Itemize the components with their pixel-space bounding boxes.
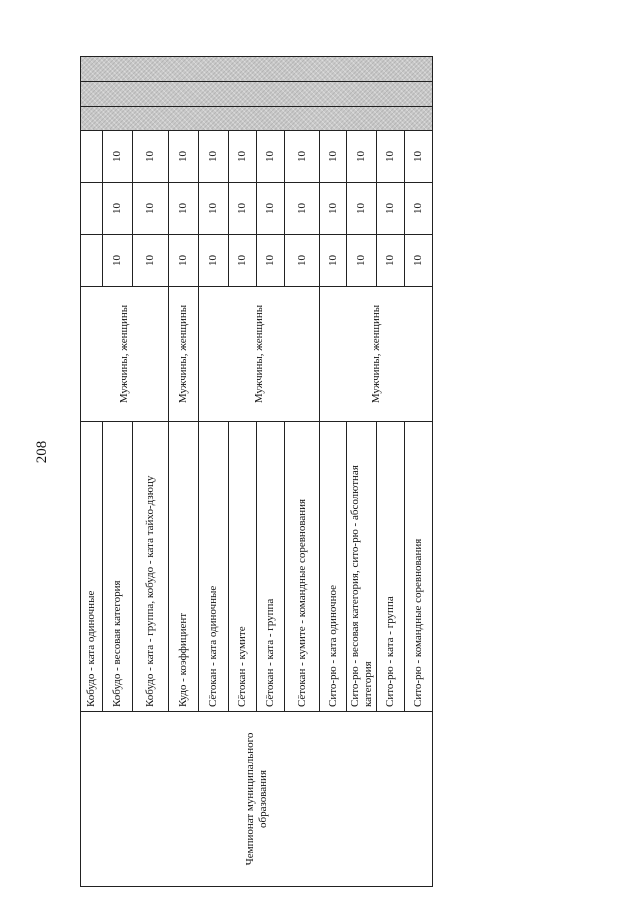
value-cell: 10 <box>377 131 405 183</box>
shaded-cell <box>81 107 433 131</box>
competition-level-cell: Чемпионат муниципального образования <box>81 712 433 887</box>
value-cell: 10 <box>285 131 320 183</box>
value-cell: 10 <box>103 131 133 183</box>
value-cell: 10 <box>347 131 377 183</box>
discipline-cell: Сётокан - кумите - командные соревнования <box>285 422 320 712</box>
competition-table-rotated <box>80 57 432 887</box>
discipline-cell: Кобудо - ката - группа, кобудо - ката тайхо-дзюцу <box>133 422 169 712</box>
value-cell: 10 <box>285 235 320 287</box>
discipline-cell: Сётокан - ката - группа <box>257 422 285 712</box>
value-cell: 10 <box>169 131 199 183</box>
value-cell: 10 <box>347 235 377 287</box>
discipline-cell: Сито-рю - ката - группа <box>377 422 405 712</box>
value-cell: 10 <box>199 235 229 287</box>
shaded-cell <box>81 57 433 82</box>
gender-cell: Мужчины, женщины <box>199 287 320 422</box>
value-cell: 10 <box>229 131 257 183</box>
value-cell: 10 <box>103 183 133 235</box>
value-cell <box>81 183 103 235</box>
value-cell: 10 <box>199 131 229 183</box>
table-row <box>81 57 103 887</box>
value-cell: 10 <box>229 183 257 235</box>
value-cell <box>81 235 103 287</box>
value-cell: 10 <box>320 131 347 183</box>
gender-cell: Мужчины, женщины <box>320 287 433 422</box>
shaded-cell <box>81 82 433 107</box>
value-cell <box>81 131 103 183</box>
value-cell: 10 <box>103 235 133 287</box>
value-cell: 10 <box>405 131 433 183</box>
value-cell: 10 <box>377 235 405 287</box>
value-cell: 10 <box>257 235 285 287</box>
discipline-cell: Сито-рю - ката одиночное <box>320 422 347 712</box>
value-cell: 10 <box>405 235 433 287</box>
value-cell: 10 <box>133 131 169 183</box>
value-cell: 10 <box>320 183 347 235</box>
discipline-cell: Сито-рю - командные соревнования <box>405 422 433 712</box>
value-cell: 10 <box>257 183 285 235</box>
value-cell: 10 <box>405 183 433 235</box>
discipline-cell: Сётокан - кумите <box>229 422 257 712</box>
value-cell: 10 <box>285 183 320 235</box>
value-cell: 10 <box>169 235 199 287</box>
value-cell: 10 <box>199 183 229 235</box>
discipline-cell: Кобудо - ката одиночные <box>81 422 103 712</box>
value-cell: 10 <box>377 183 405 235</box>
page-number: 208 <box>34 440 50 464</box>
value-cell: 10 <box>229 235 257 287</box>
discipline-cell: Сётокан - ката одиночные <box>199 422 229 712</box>
value-cell: 10 <box>257 131 285 183</box>
value-cell: 10 <box>133 235 169 287</box>
discipline-cell: Кобудо - весовая категория <box>103 422 133 712</box>
discipline-cell: Сито-рю - весовая категория, сито-рю - абсолютная категория <box>347 422 377 712</box>
value-cell: 10 <box>347 183 377 235</box>
competition-table <box>80 56 433 887</box>
value-cell: 10 <box>320 235 347 287</box>
gender-cell: Мужчины, женщины <box>169 287 199 422</box>
discipline-cell: Кудо - коэффициент <box>169 422 199 712</box>
value-cell: 10 <box>133 183 169 235</box>
value-cell: 10 <box>169 183 199 235</box>
gender-cell: Мужчины, женщины <box>81 287 169 422</box>
